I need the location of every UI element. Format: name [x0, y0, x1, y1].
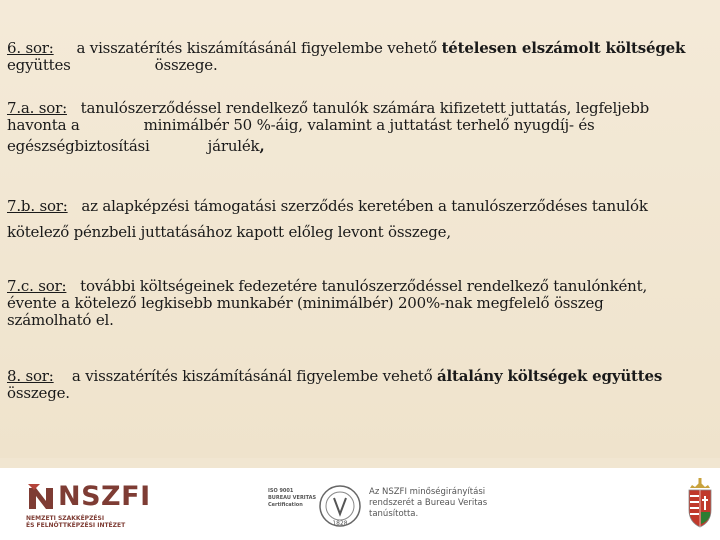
nszfi-sub-line-1: NEMZETI SZAKKÉPZÉSI [26, 515, 105, 522]
item-7c-line3: számolható el. [7, 311, 114, 329]
item-7a-line2a: havonta a [7, 116, 80, 134]
item-7a-line3a: egészségbiztosítási [7, 137, 150, 155]
item-8-text: a visszatérítés kiszámításánál figyelembe vehető [71, 367, 433, 385]
item-6 [7, 40, 707, 74]
item-6-text: a visszatérítés kiszámításánál figyelembe vehető [76, 39, 437, 57]
iso-certification-badge [268, 484, 358, 528]
item-7a-line1: tanulószerződéssel rendelkező tanulók számára kifizetett juttatás, legfeljebb [80, 99, 650, 117]
item-7a-line3c: , [259, 137, 265, 155]
item-7c-line2: évente a kötelező legkisebb munkabér (minimálbér) 200%-nak megfelelő összeg [7, 294, 604, 312]
item-7a [7, 100, 707, 155]
item-7c-label: 7.c. sor: [7, 277, 67, 295]
iso-text [268, 488, 318, 509]
iso-line-2: BUREAU VERITAS [268, 495, 317, 501]
item-7b-label: 7.b. sor: [7, 197, 68, 215]
iso-line-1: ISO 9001 [268, 488, 294, 494]
item-7a-line3b: járulék [207, 137, 260, 155]
item-8-bold: általány költségek együttes [437, 367, 663, 385]
hungarian-coat-of-arms-icon [683, 476, 717, 530]
item-7b-line2: kötelező pénzbeli juttatásához kapott előleg levont összege, [7, 223, 451, 241]
bureau-veritas-seal-icon [318, 484, 362, 528]
item-8 [7, 368, 707, 402]
nszfi-sub-line-2: ÉS FELNŐTTKÉPZÉSI INTÉZET [26, 522, 126, 529]
item-8-line2: összege. [7, 384, 70, 402]
item-6-text-b1: együttes [7, 56, 71, 74]
item-6-label: 6. sor: [7, 39, 54, 57]
item-7c-line1: további költségeinek fedezetére tanulószerződéssel rendelkező tanulónként, [80, 277, 648, 295]
item-6-text-b2: összege. [154, 56, 218, 74]
iso-line-3: Certification [268, 502, 303, 508]
nszfi-wordmark: NSZFI [58, 481, 151, 512]
item-7b [7, 198, 707, 241]
item-6-bold: tételesen elszámolt költségek [441, 39, 686, 57]
item-7a-label: 7.a. sor: [7, 99, 67, 117]
item-7c [7, 278, 707, 329]
nszfi-emblem-icon [26, 482, 56, 512]
item-7b-line1: az alapképzési támogatási szerződés keretében a tanulószerződéses tanulók [81, 197, 648, 215]
seal-year: 1828 [332, 520, 348, 527]
certification-text: Az NSZFI minőségirányítási rendszerét a Bureau Veritas tanúsította. [369, 487, 488, 519]
nszfi-subtitle [26, 515, 186, 529]
footer-divider [0, 458, 720, 468]
nszfi-logo [26, 482, 186, 527]
item-8-label: 8. sor: [7, 367, 54, 385]
item-7a-line2b: minimálbér 50 %-áig, valamint a juttatást terhelő nyugdíj- és [143, 116, 595, 134]
